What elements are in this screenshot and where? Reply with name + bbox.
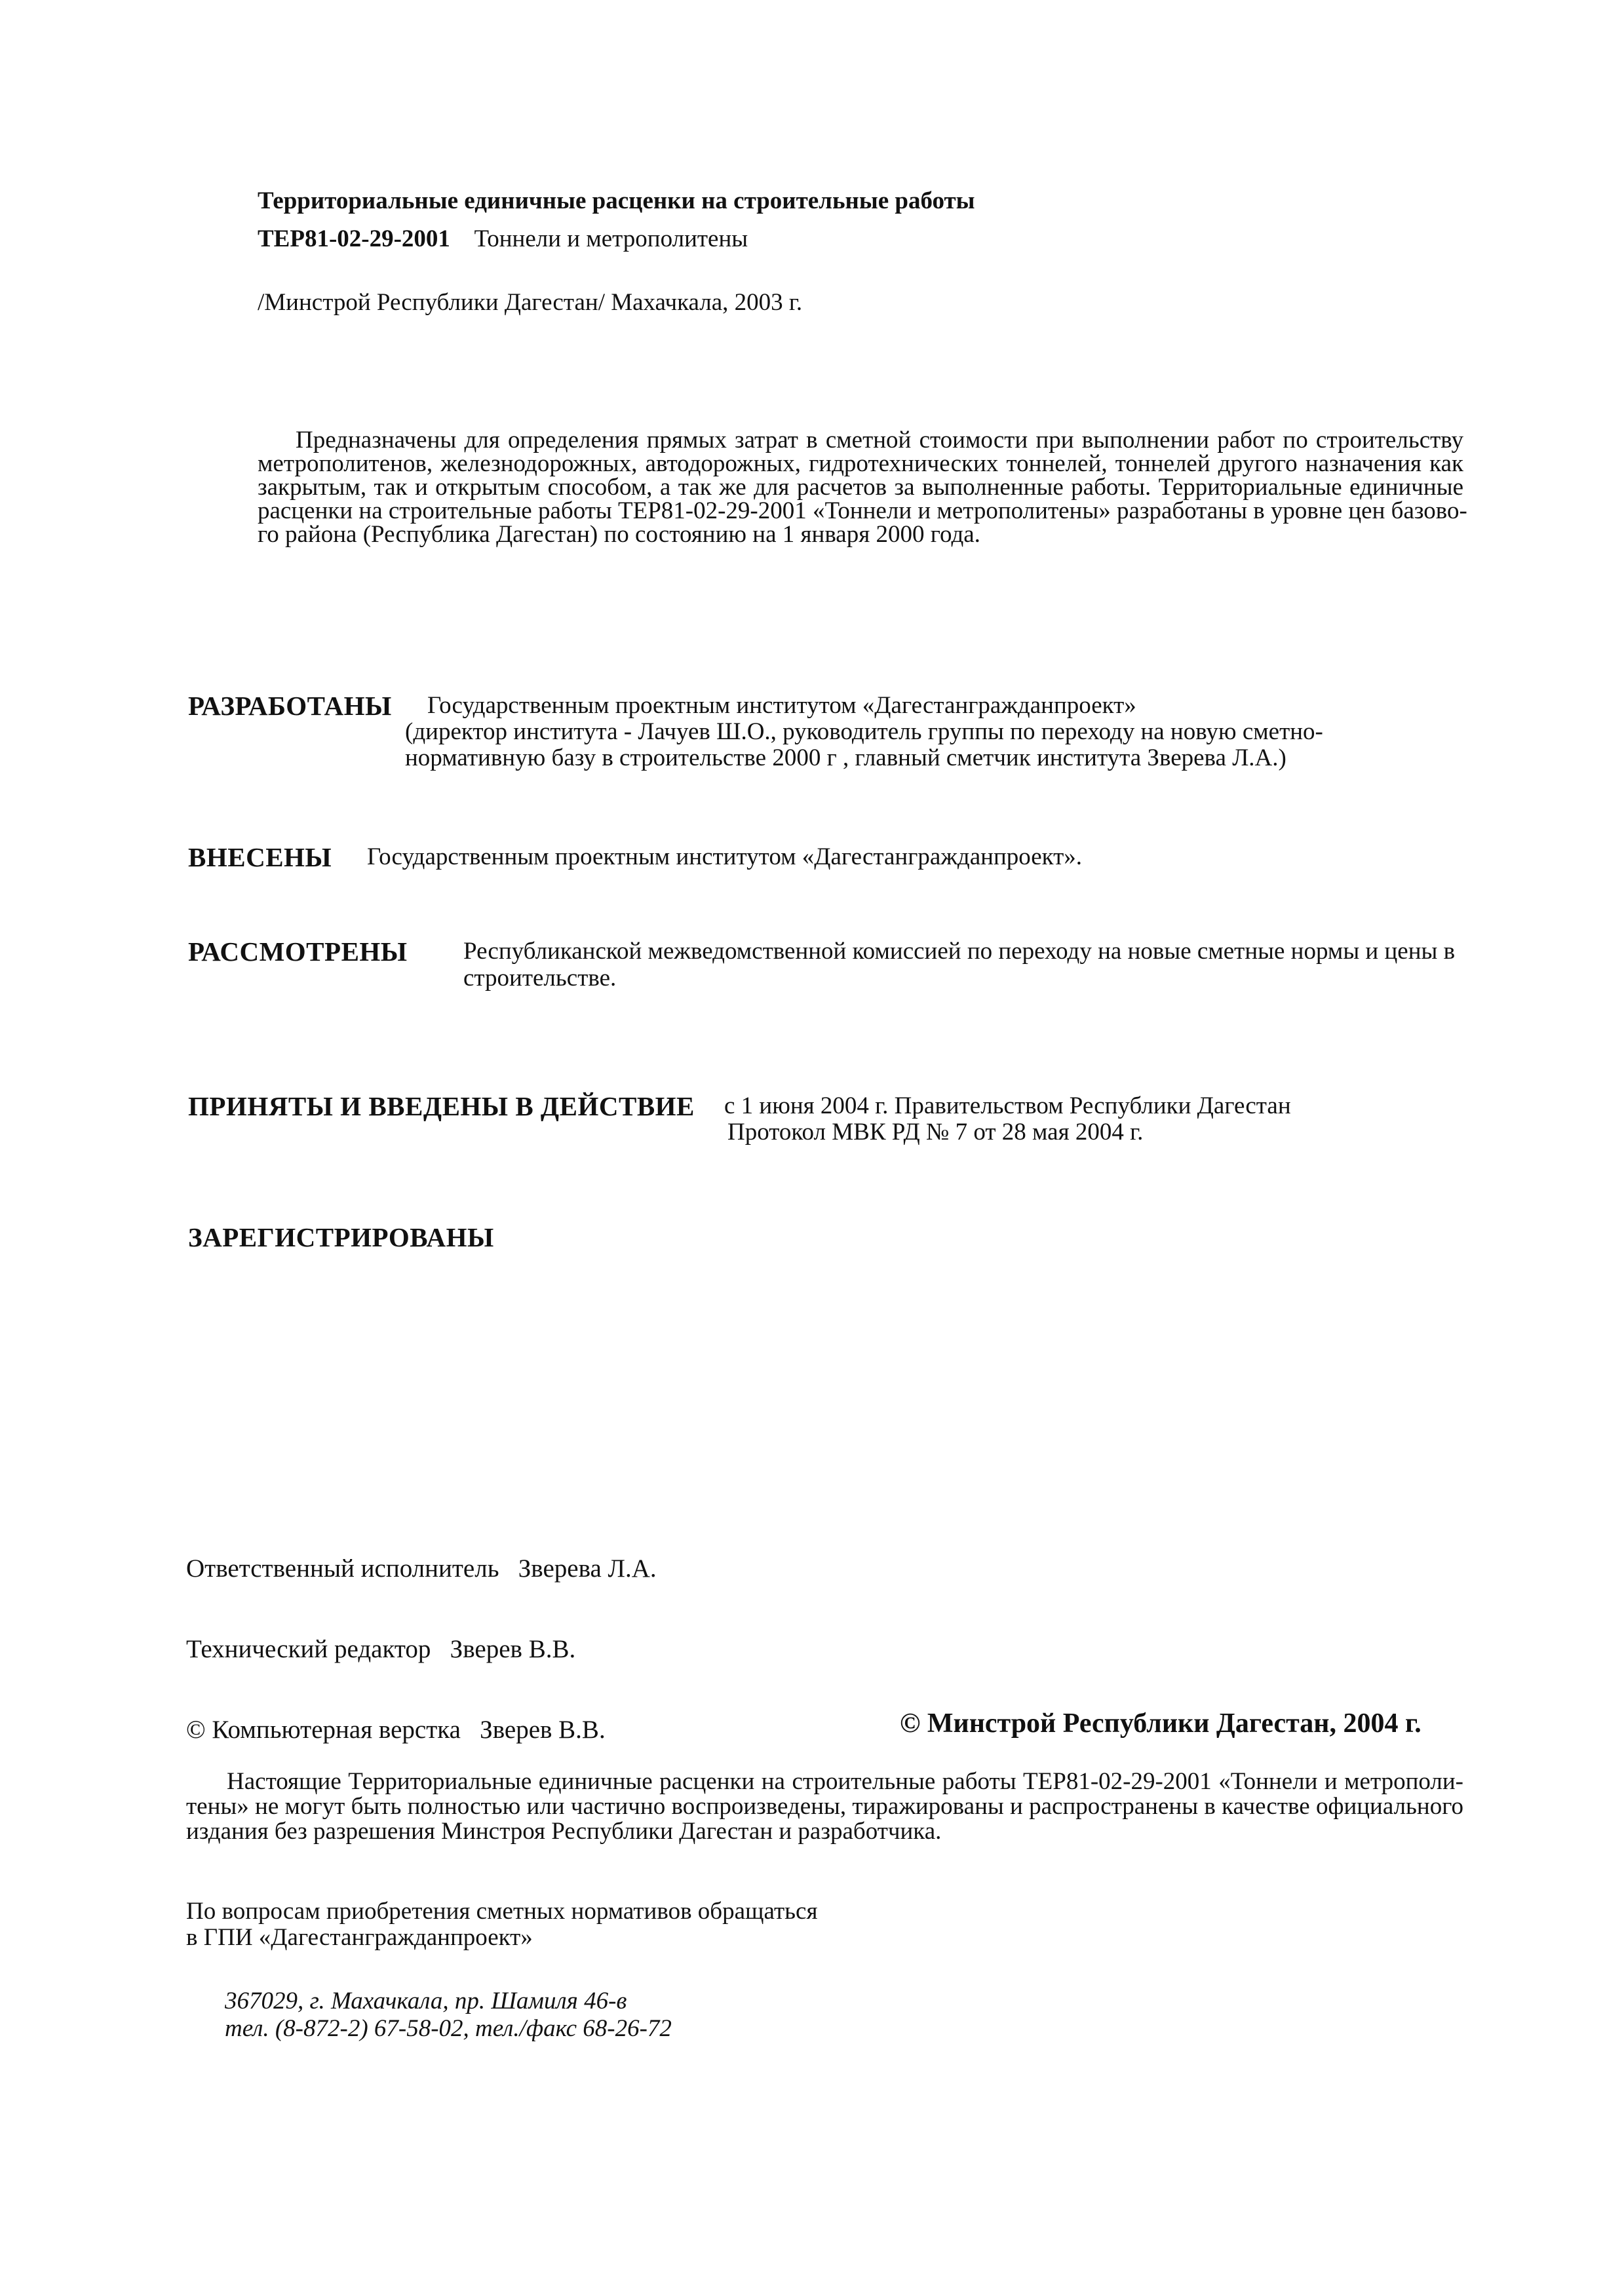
credit-responsible: Ответственный исполнитель Зверева Л.А.: [186, 1554, 657, 1583]
submitted-label: ВНЕСЕНЫ: [188, 842, 332, 872]
registered-label: ЗАРЕГИСТРИРОВАНЫ: [188, 1222, 494, 1252]
developed-label: РАЗРАБОТАНЫ: [188, 691, 392, 721]
notice-paragraph: [186, 1769, 1463, 1844]
credits-block: [186, 1501, 657, 1770]
purpose-paragraph: [258, 427, 1467, 548]
notice-line: Настоящие Территориальные единичные расценки на строительные работы ТЕР81-02-29-2001 «Тоннели и метрополи-: [227, 1768, 1463, 1795]
purpose-line: метрополитенов, железнодорожных, автодорожных, гидротехнических тоннелей, тоннелей другого назначения как: [258, 450, 1463, 477]
copyright-line: © Минстрой Республики Дагестан, 2004 г.: [900, 1708, 1421, 1739]
document-code-line: [258, 225, 748, 253]
notice-line: тены» не могут быть полностью или частично воспроизведены, тиражированы и распространены в качестве официального: [186, 1793, 1463, 1820]
document-code: ТЕР81-02-29-2001: [258, 225, 450, 252]
reviewed-text: строительстве.: [463, 965, 617, 992]
developed-text: нормативную базу в строительстве 2000 г , главный сметчик института Зверева Л.А.): [405, 744, 1286, 771]
contact-line: По вопросам приобретения сметных нормативов обращаться: [186, 1898, 818, 1925]
purpose-line: го района (Республика Дагестан) по состоянию на 1 января 2000 года.: [258, 521, 980, 548]
purpose-line: Предназначены для определения прямых затрат в сметной стоимости при выполнении работ по строительству: [296, 427, 1463, 453]
enacted-text: Протокол МВК РД № 7 от 28 мая 2004 г.: [727, 1119, 1144, 1146]
enacted-label: ПРИНЯТЫ И ВВЕДЕНЫ В ДЕЙСТВИЕ: [188, 1091, 695, 1121]
developed-text: Государственным проектным институтом «Дагестангражданпроект»: [427, 692, 1136, 719]
document-name: Тоннели и метрополитены: [474, 225, 748, 252]
reviewed-text: Республиканской межведомственной комиссией по переходу на новые сметные нормы и цены в: [463, 938, 1456, 965]
contact-phone: тел. (8-872-2) 67-58-02, тел./факс 68-26-72: [225, 2015, 672, 2042]
contact-line: в ГПИ «Дагестангражданпроект»: [186, 1924, 533, 1951]
purpose-line: закрытым, так и открытым способом, а так же для расчетов за выполненные работы. Территориальные единичные: [258, 474, 1463, 501]
developed-text: (директор института - Лачуев Ш.О., руководитель группы по переходу на новую сметно-: [405, 718, 1323, 745]
contact-address: 367029, г. Махачкала, пр. Шамиля 46-в: [225, 1988, 627, 2014]
notice-line: издания без разрешения Минстроя Республики Дагестан и разработчика.: [186, 1818, 942, 1845]
submitted-text: Государственным проектным институтом «Дагестангражданпроект».: [367, 843, 1083, 870]
purpose-line: расценки на строительные работы ТЕР81-02-29-2001 «Тоннели и метрополитены» разработаны в уровне цен базово-: [258, 497, 1467, 524]
credit-editor: Технический редактор Зверев В.В.: [186, 1635, 576, 1663]
enacted-text: с 1 июня 2004 г. Правительством Республики Дагестан: [724, 1092, 1291, 1119]
publisher-line: /Минстрой Республики Дагестан/ Махачкала, 2003 г.: [258, 289, 803, 316]
reviewed-label: РАССМОТРЕНЫ: [188, 936, 408, 967]
document-title: Территориальные единичные расценки на строительные работы: [258, 187, 975, 214]
credit-layout: © Компьютерная верстка Зверев В.В.: [186, 1716, 606, 1744]
